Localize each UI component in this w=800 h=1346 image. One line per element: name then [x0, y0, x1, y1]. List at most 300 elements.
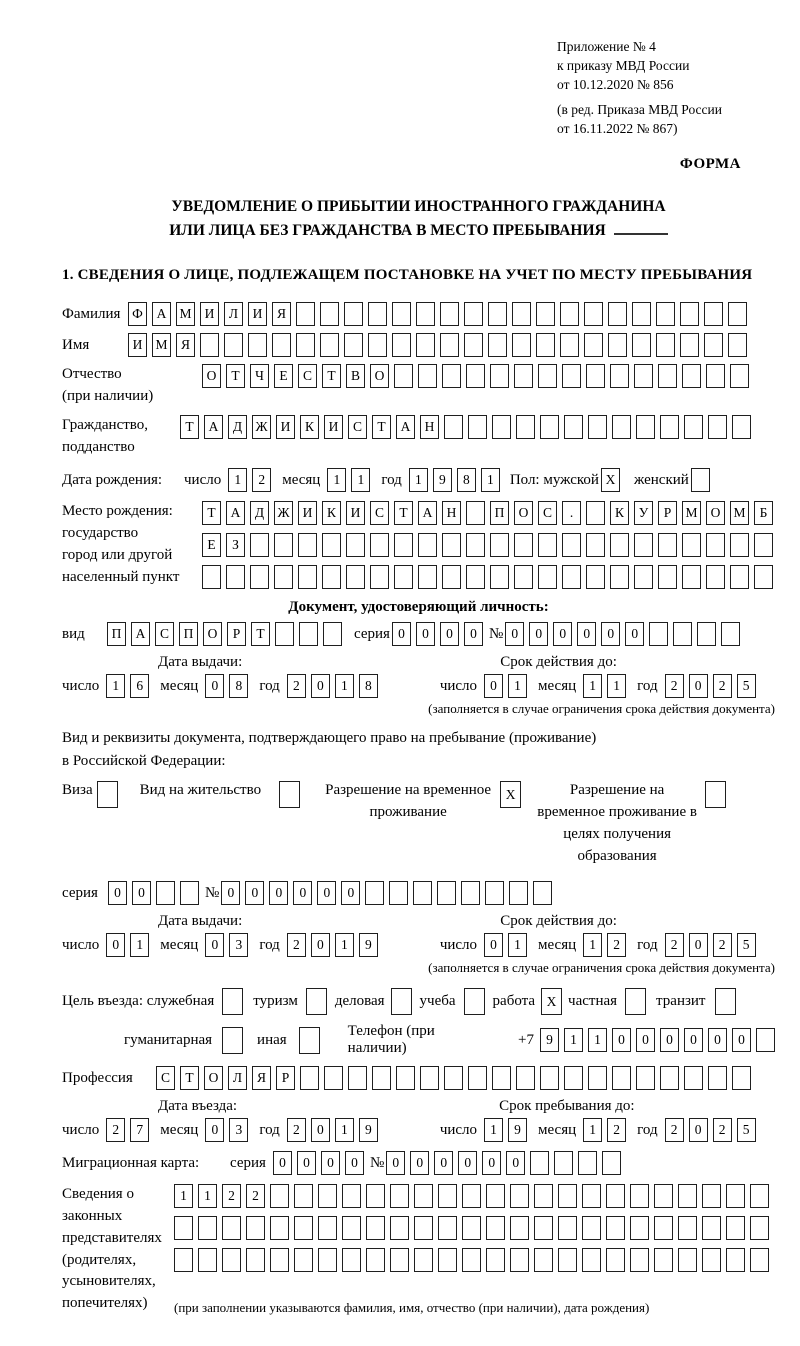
form-cell[interactable]: [202, 565, 221, 589]
form-cell[interactable]: [754, 533, 773, 557]
form-cell[interactable]: [706, 533, 725, 557]
form-cell[interactable]: 1: [198, 1184, 217, 1208]
form-cell[interactable]: [586, 565, 605, 589]
form-cell[interactable]: [222, 1027, 243, 1054]
form-cell[interactable]: [715, 988, 736, 1015]
form-cell[interactable]: М: [730, 501, 749, 525]
form-cell[interactable]: [320, 302, 339, 326]
form-cell[interactable]: [298, 565, 317, 589]
form-cell[interactable]: [270, 1184, 289, 1208]
form-cell[interactable]: [490, 565, 509, 589]
form-cell[interactable]: И: [298, 501, 317, 525]
form-cell[interactable]: [396, 1066, 415, 1090]
form-cell[interactable]: [414, 1216, 433, 1240]
form-cell[interactable]: [394, 565, 413, 589]
form-cell[interactable]: [538, 533, 557, 557]
form-cell[interactable]: 0: [732, 1028, 751, 1052]
form-cell[interactable]: [366, 1248, 385, 1272]
form-cell[interactable]: [392, 302, 411, 326]
form-cell[interactable]: 0: [553, 622, 572, 646]
form-cell[interactable]: [440, 333, 459, 357]
form-cell[interactable]: 0: [625, 622, 644, 646]
form-cell[interactable]: 2: [607, 1118, 626, 1142]
form-cell[interactable]: Т: [180, 1066, 199, 1090]
form-cell[interactable]: [708, 1066, 727, 1090]
form-cell[interactable]: [486, 1248, 505, 1272]
form-cell[interactable]: [673, 622, 692, 646]
form-cell[interactable]: [366, 1216, 385, 1240]
form-cell[interactable]: [564, 1066, 583, 1090]
form-cell[interactable]: 0: [311, 933, 330, 957]
form-cell[interactable]: [394, 364, 413, 388]
form-cell[interactable]: [344, 333, 363, 357]
form-cell[interactable]: 6: [130, 674, 149, 698]
form-cell[interactable]: [578, 1151, 597, 1175]
form-cell[interactable]: [342, 1216, 361, 1240]
form-cell[interactable]: [490, 364, 509, 388]
form-cell[interactable]: [344, 302, 363, 326]
form-cell[interactable]: [468, 1066, 487, 1090]
form-cell[interactable]: 0: [612, 1028, 631, 1052]
form-cell[interactable]: [516, 415, 535, 439]
form-cell[interactable]: [697, 622, 716, 646]
form-cell[interactable]: [728, 333, 747, 357]
form-cell[interactable]: [390, 1184, 409, 1208]
form-cell[interactable]: [514, 533, 533, 557]
form-cell[interactable]: [684, 1066, 703, 1090]
form-cell[interactable]: [198, 1248, 217, 1272]
form-cell[interactable]: 9: [508, 1118, 527, 1142]
form-cell[interactable]: [586, 364, 605, 388]
form-cell[interactable]: 1: [508, 674, 527, 698]
form-cell[interactable]: 0: [458, 1151, 477, 1175]
form-cell[interactable]: [174, 1248, 193, 1272]
form-cell[interactable]: 2: [713, 933, 732, 957]
form-cell[interactable]: 2: [287, 674, 306, 698]
form-cell[interactable]: [466, 364, 485, 388]
form-cell[interactable]: [750, 1216, 769, 1240]
form-cell[interactable]: 2: [252, 468, 271, 492]
form-cell[interactable]: [612, 415, 631, 439]
form-cell[interactable]: 2: [106, 1118, 125, 1142]
form-cell[interactable]: [732, 415, 751, 439]
form-cell[interactable]: Л: [228, 1066, 247, 1090]
form-cell[interactable]: .: [562, 501, 581, 525]
form-cell[interactable]: [462, 1248, 481, 1272]
form-cell[interactable]: [250, 533, 269, 557]
form-cell[interactable]: [390, 1216, 409, 1240]
form-cell[interactable]: [658, 533, 677, 557]
form-cell[interactable]: [530, 1151, 549, 1175]
form-cell[interactable]: [222, 988, 243, 1015]
form-cell[interactable]: И: [200, 302, 219, 326]
form-cell[interactable]: [250, 565, 269, 589]
form-cell[interactable]: [462, 1216, 481, 1240]
form-cell[interactable]: [538, 565, 557, 589]
form-cell[interactable]: 1: [508, 933, 527, 957]
form-cell[interactable]: [658, 364, 677, 388]
form-cell[interactable]: [649, 622, 668, 646]
form-cell[interactable]: Н: [442, 501, 461, 525]
form-cell[interactable]: [660, 1066, 679, 1090]
form-cell[interactable]: [485, 881, 504, 905]
form-cell[interactable]: [296, 333, 315, 357]
form-cell[interactable]: [630, 1184, 649, 1208]
form-cell[interactable]: [564, 415, 583, 439]
form-cell[interactable]: 0: [345, 1151, 364, 1175]
form-cell[interactable]: 9: [433, 468, 452, 492]
form-cell[interactable]: [606, 1184, 625, 1208]
form-cell[interactable]: [418, 364, 437, 388]
form-cell[interactable]: [510, 1216, 529, 1240]
form-cell[interactable]: [342, 1248, 361, 1272]
form-cell[interactable]: X: [500, 781, 521, 808]
form-cell[interactable]: 0: [440, 622, 459, 646]
form-cell[interactable]: [754, 565, 773, 589]
form-cell[interactable]: Т: [180, 415, 199, 439]
form-cell[interactable]: [394, 533, 413, 557]
form-cell[interactable]: [691, 468, 710, 492]
form-cell[interactable]: [509, 881, 528, 905]
form-cell[interactable]: [510, 1184, 529, 1208]
form-cell[interactable]: [558, 1184, 577, 1208]
form-cell[interactable]: [586, 533, 605, 557]
form-cell[interactable]: [534, 1248, 553, 1272]
form-cell[interactable]: [440, 302, 459, 326]
form-cell[interactable]: [372, 1066, 391, 1090]
form-cell[interactable]: 2: [713, 674, 732, 698]
form-cell[interactable]: Т: [394, 501, 413, 525]
form-cell[interactable]: А: [152, 302, 171, 326]
form-cell[interactable]: 8: [229, 674, 248, 698]
form-cell[interactable]: [323, 622, 342, 646]
form-cell[interactable]: [606, 1216, 625, 1240]
form-cell[interactable]: 1: [335, 933, 354, 957]
form-cell[interactable]: [608, 333, 627, 357]
form-cell[interactable]: [442, 533, 461, 557]
form-cell[interactable]: [660, 415, 679, 439]
form-cell[interactable]: 1: [130, 933, 149, 957]
form-cell[interactable]: [438, 1184, 457, 1208]
form-cell[interactable]: [728, 302, 747, 326]
form-cell[interactable]: 0: [482, 1151, 501, 1175]
form-cell[interactable]: [366, 1184, 385, 1208]
form-cell[interactable]: [678, 1184, 697, 1208]
form-cell[interactable]: [584, 302, 603, 326]
form-cell[interactable]: [222, 1216, 241, 1240]
form-cell[interactable]: 0: [689, 1118, 708, 1142]
form-cell[interactable]: И: [128, 333, 147, 357]
form-cell[interactable]: 2: [222, 1184, 241, 1208]
form-cell[interactable]: А: [204, 415, 223, 439]
form-cell[interactable]: 0: [484, 933, 503, 957]
form-cell[interactable]: [630, 1248, 649, 1272]
form-cell[interactable]: Р: [276, 1066, 295, 1090]
form-cell[interactable]: [464, 302, 483, 326]
form-cell[interactable]: [486, 1184, 505, 1208]
form-cell[interactable]: 1: [588, 1028, 607, 1052]
form-cell[interactable]: 0: [684, 1028, 703, 1052]
form-cell[interactable]: [444, 1066, 463, 1090]
form-cell[interactable]: [756, 1028, 775, 1052]
form-cell[interactable]: [391, 988, 412, 1015]
form-cell[interactable]: 0: [245, 881, 264, 905]
form-cell[interactable]: [174, 1216, 193, 1240]
form-cell[interactable]: [656, 333, 675, 357]
form-cell[interactable]: 0: [269, 881, 288, 905]
form-cell[interactable]: 1: [335, 674, 354, 698]
form-cell[interactable]: 3: [229, 933, 248, 957]
form-cell[interactable]: [630, 1216, 649, 1240]
form-cell[interactable]: Р: [658, 501, 677, 525]
form-cell[interactable]: 0: [108, 881, 127, 905]
form-cell[interactable]: [365, 881, 384, 905]
form-cell[interactable]: [299, 622, 318, 646]
form-cell[interactable]: Т: [202, 501, 221, 525]
form-cell[interactable]: 0: [293, 881, 312, 905]
form-cell[interactable]: 0: [434, 1151, 453, 1175]
form-cell[interactable]: 9: [540, 1028, 559, 1052]
form-cell[interactable]: 0: [205, 1118, 224, 1142]
form-cell[interactable]: Н: [420, 415, 439, 439]
form-cell[interactable]: [306, 988, 327, 1015]
form-cell[interactable]: 5: [737, 933, 756, 957]
form-cell[interactable]: [226, 565, 245, 589]
form-cell[interactable]: [488, 302, 507, 326]
form-cell[interactable]: [702, 1248, 721, 1272]
form-cell[interactable]: [726, 1184, 745, 1208]
form-cell[interactable]: [562, 565, 581, 589]
form-cell[interactable]: 2: [713, 1118, 732, 1142]
form-cell[interactable]: [732, 1066, 751, 1090]
form-cell[interactable]: [272, 333, 291, 357]
form-cell[interactable]: [534, 1216, 553, 1240]
form-cell[interactable]: [97, 781, 118, 808]
form-cell[interactable]: 0: [321, 1151, 340, 1175]
form-cell[interactable]: [438, 1216, 457, 1240]
form-cell[interactable]: 0: [689, 674, 708, 698]
form-cell[interactable]: Б: [754, 501, 773, 525]
form-cell[interactable]: 0: [273, 1151, 292, 1175]
form-cell[interactable]: [632, 333, 651, 357]
form-cell[interactable]: [540, 1066, 559, 1090]
form-cell[interactable]: 0: [410, 1151, 429, 1175]
form-cell[interactable]: А: [396, 415, 415, 439]
form-cell[interactable]: [300, 1066, 319, 1090]
form-cell[interactable]: [462, 1184, 481, 1208]
form-cell[interactable]: [492, 1066, 511, 1090]
form-cell[interactable]: [270, 1248, 289, 1272]
form-cell[interactable]: О: [706, 501, 725, 525]
form-cell[interactable]: П: [107, 622, 126, 646]
form-cell[interactable]: [416, 302, 435, 326]
form-cell[interactable]: [418, 533, 437, 557]
form-cell[interactable]: [389, 881, 408, 905]
form-cell[interactable]: Т: [251, 622, 270, 646]
form-cell[interactable]: 0: [529, 622, 548, 646]
form-cell[interactable]: [534, 1184, 553, 1208]
form-cell[interactable]: [274, 565, 293, 589]
form-cell[interactable]: 2: [665, 674, 684, 698]
form-cell[interactable]: [510, 1248, 529, 1272]
form-cell[interactable]: О: [514, 501, 533, 525]
form-cell[interactable]: [708, 415, 727, 439]
form-cell[interactable]: [656, 302, 675, 326]
form-cell[interactable]: [275, 622, 294, 646]
form-cell[interactable]: М: [682, 501, 701, 525]
form-cell[interactable]: [198, 1216, 217, 1240]
form-cell[interactable]: [634, 533, 653, 557]
form-cell[interactable]: [224, 333, 243, 357]
form-cell[interactable]: 8: [359, 674, 378, 698]
form-cell[interactable]: [418, 565, 437, 589]
form-cell[interactable]: 0: [386, 1151, 405, 1175]
form-cell[interactable]: [678, 1248, 697, 1272]
form-cell[interactable]: [444, 415, 463, 439]
form-cell[interactable]: [730, 565, 749, 589]
form-cell[interactable]: 0: [311, 674, 330, 698]
form-cell[interactable]: [540, 415, 559, 439]
form-cell[interactable]: А: [418, 501, 437, 525]
form-cell[interactable]: [298, 533, 317, 557]
form-cell[interactable]: 1: [481, 468, 500, 492]
form-cell[interactable]: [488, 333, 507, 357]
form-cell[interactable]: 1: [327, 468, 346, 492]
form-cell[interactable]: Ч: [250, 364, 269, 388]
form-cell[interactable]: П: [490, 501, 509, 525]
form-cell[interactable]: [486, 1216, 505, 1240]
form-cell[interactable]: Т: [372, 415, 391, 439]
form-cell[interactable]: 0: [341, 881, 360, 905]
form-cell[interactable]: [634, 565, 653, 589]
form-cell[interactable]: [588, 1066, 607, 1090]
form-cell[interactable]: И: [276, 415, 295, 439]
form-cell[interactable]: [602, 1151, 621, 1175]
form-cell[interactable]: [416, 333, 435, 357]
form-cell[interactable]: [370, 533, 389, 557]
form-cell[interactable]: [702, 1216, 721, 1240]
form-cell[interactable]: [705, 781, 726, 808]
form-cell[interactable]: 2: [287, 1118, 306, 1142]
form-cell[interactable]: М: [152, 333, 171, 357]
form-cell[interactable]: 0: [221, 881, 240, 905]
form-cell[interactable]: [318, 1248, 337, 1272]
form-cell[interactable]: [584, 333, 603, 357]
form-cell[interactable]: 1: [583, 1118, 602, 1142]
form-cell[interactable]: [680, 302, 699, 326]
form-cell[interactable]: 0: [106, 933, 125, 957]
form-cell[interactable]: [279, 781, 300, 808]
form-cell[interactable]: [682, 533, 701, 557]
form-cell[interactable]: [348, 1066, 367, 1090]
form-cell[interactable]: [562, 533, 581, 557]
form-cell[interactable]: [322, 533, 341, 557]
form-cell[interactable]: [680, 333, 699, 357]
form-cell[interactable]: [342, 1184, 361, 1208]
form-cell[interactable]: 0: [311, 1118, 330, 1142]
form-cell[interactable]: [512, 333, 531, 357]
form-cell[interactable]: [721, 622, 740, 646]
form-cell[interactable]: К: [322, 501, 341, 525]
form-cell[interactable]: Т: [322, 364, 341, 388]
form-cell[interactable]: [586, 501, 605, 525]
form-cell[interactable]: 1: [409, 468, 428, 492]
form-cell[interactable]: [654, 1184, 673, 1208]
form-cell[interactable]: [512, 302, 531, 326]
form-cell[interactable]: [706, 565, 725, 589]
form-cell[interactable]: 0: [601, 622, 620, 646]
form-cell[interactable]: 1: [583, 933, 602, 957]
form-cell[interactable]: А: [131, 622, 150, 646]
form-cell[interactable]: 1: [228, 468, 247, 492]
form-cell[interactable]: [610, 533, 629, 557]
form-cell[interactable]: [442, 565, 461, 589]
form-cell[interactable]: 0: [708, 1028, 727, 1052]
form-cell[interactable]: М: [176, 302, 195, 326]
form-cell[interactable]: Е: [274, 364, 293, 388]
form-cell[interactable]: [299, 1027, 320, 1054]
form-cell[interactable]: [554, 1151, 573, 1175]
form-cell[interactable]: [324, 1066, 343, 1090]
form-cell[interactable]: [558, 1248, 577, 1272]
form-cell[interactable]: Я: [176, 333, 195, 357]
form-cell[interactable]: 0: [132, 881, 151, 905]
form-cell[interactable]: С: [370, 501, 389, 525]
form-cell[interactable]: В: [346, 364, 365, 388]
form-cell[interactable]: [442, 364, 461, 388]
form-cell[interactable]: [466, 501, 485, 525]
form-cell[interactable]: [180, 881, 199, 905]
form-cell[interactable]: 1: [484, 1118, 503, 1142]
form-cell[interactable]: [296, 302, 315, 326]
form-cell[interactable]: Д: [250, 501, 269, 525]
form-cell[interactable]: [750, 1248, 769, 1272]
form-cell[interactable]: 0: [506, 1151, 525, 1175]
form-cell[interactable]: [636, 415, 655, 439]
form-cell[interactable]: 0: [484, 674, 503, 698]
form-cell[interactable]: 1: [351, 468, 370, 492]
form-cell[interactable]: [634, 364, 653, 388]
form-cell[interactable]: X: [541, 988, 562, 1015]
form-cell[interactable]: К: [610, 501, 629, 525]
form-cell[interactable]: [514, 565, 533, 589]
form-cell[interactable]: 0: [505, 622, 524, 646]
form-cell[interactable]: С: [298, 364, 317, 388]
form-cell[interactable]: [558, 1216, 577, 1240]
form-cell[interactable]: [346, 533, 365, 557]
form-cell[interactable]: [684, 415, 703, 439]
form-cell[interactable]: [294, 1248, 313, 1272]
form-cell[interactable]: 1: [564, 1028, 583, 1052]
form-cell[interactable]: [706, 364, 725, 388]
form-cell[interactable]: [516, 1066, 535, 1090]
form-cell[interactable]: [588, 415, 607, 439]
form-cell[interactable]: 9: [359, 1118, 378, 1142]
form-cell[interactable]: С: [156, 1066, 175, 1090]
form-cell[interactable]: З: [226, 533, 245, 557]
form-cell[interactable]: 1: [607, 674, 626, 698]
form-cell[interactable]: [538, 364, 557, 388]
form-cell[interactable]: О: [204, 1066, 223, 1090]
form-cell[interactable]: X: [601, 468, 620, 492]
form-cell[interactable]: 2: [287, 933, 306, 957]
form-cell[interactable]: [678, 1216, 697, 1240]
form-cell[interactable]: [392, 333, 411, 357]
form-cell[interactable]: 2: [607, 933, 626, 957]
form-cell[interactable]: [654, 1248, 673, 1272]
form-cell[interactable]: [200, 333, 219, 357]
form-cell[interactable]: [490, 533, 509, 557]
